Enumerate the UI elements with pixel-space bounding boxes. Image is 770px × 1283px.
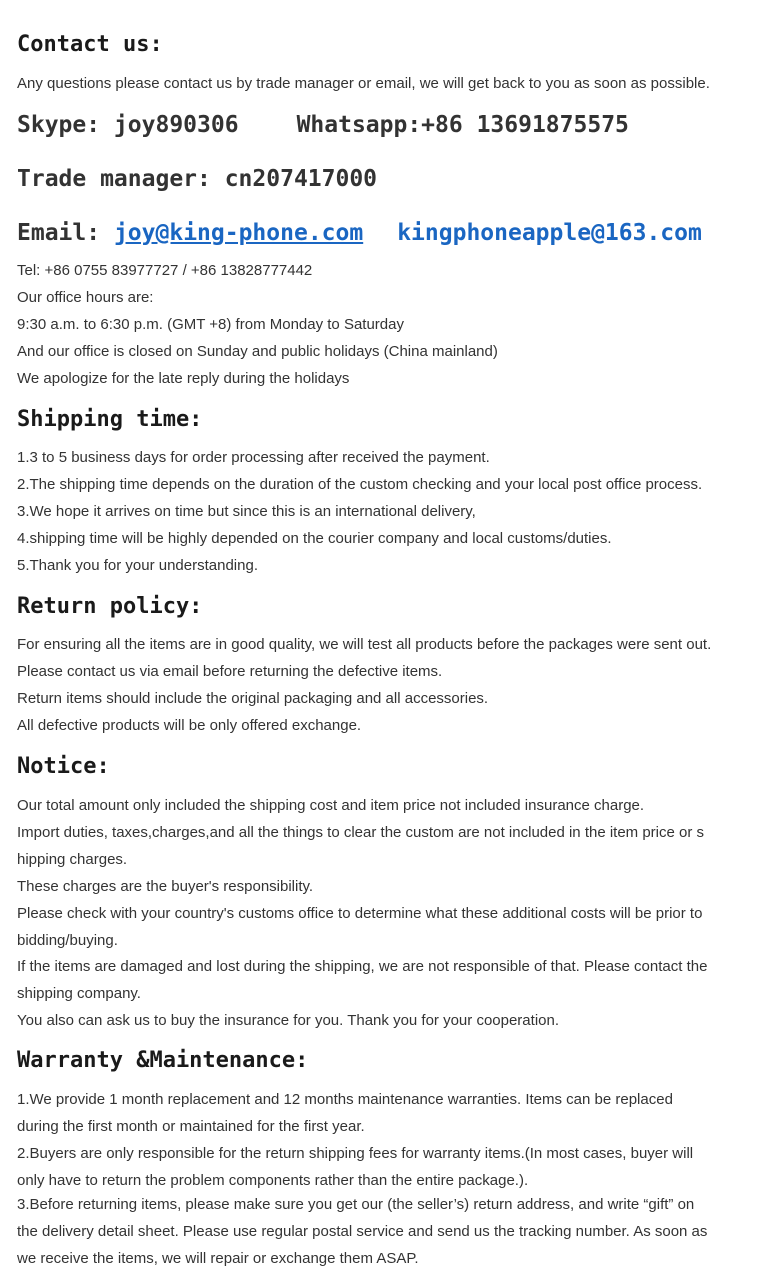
notice-item: If the items are damaged and lost during the shipping, we are not responsible of that. Please contact the [17,958,708,975]
notice-heading: Notice: [17,754,110,779]
notice-item: Please check with your country's customs office to determine what these additional costs will be prior to [17,905,703,922]
notice-item: Our total amount only included the shipping cost and item price not included insurance charge. [17,797,645,814]
warranty-heading: Warranty &Maintenance: [17,1048,309,1073]
warranty-item: 3.Before returning items, please make sure you get our (the seller’s) return address, and write “gift” on [17,1196,695,1213]
warranty-item: during the first month or maintained for the first year. [17,1118,365,1135]
skype-whatsapp-line [17,110,629,140]
warranty-item: 1.We provide 1 month replacement and 12 months maintenance warranties. Items can be replaced [17,1091,673,1108]
skype-id: Skype: joy890306 [17,112,239,138]
notice-item: Import duties, taxes,charges,and all the things to clear the custom are not included in the item price or s [17,824,705,841]
notice-item: You also can ask us to buy the insurance for you. Thank you for your cooperation. [17,1012,559,1029]
email-label: Email: [17,220,101,246]
shipping-item: 4.shipping time will be highly depended on the courier company and local customs/duties. [17,530,612,547]
holiday-apology: We apologize for the late reply during the holidays [17,370,350,387]
shipping-item: 2.The shipping time depends on the duration of the custom checking and your local post office process. [17,476,703,493]
email-link-secondary[interactable]: kingphoneapple@163.com [397,220,702,246]
return-policy-item: Return items should include the original packaging and all accessories. [17,690,489,707]
shipping-heading: Shipping time: [17,407,203,432]
whatsapp-number: Whatsapp:+86 13691875575 [296,112,629,138]
return-policy-item: All defective products will be only offered exchange. [17,717,362,734]
notice-item: These charges are the buyer's responsibility. [17,878,314,895]
email-link-primary[interactable]: joy@king-phone.com [113,220,364,246]
office-closed: And our office is closed on Sunday and public holidays (China mainland) [17,343,498,360]
contact-heading: Contact us: [17,32,163,57]
contact-intro: Any questions please contact us by trade manager or email, we will get back to you as soon as possible. [17,75,710,92]
warranty-item: only have to return the problem components rather than the entire package.). [17,1172,529,1189]
shipping-item: 3.We hope it arrives on time but since this is an international delivery, [17,503,476,520]
shipping-item: 5.Thank you for your understanding. [17,557,258,574]
office-hours-label: Our office hours are: [17,289,154,306]
warranty-item: we receive the items, we will repair or exchange them ASAP. [17,1250,419,1267]
email-line [17,218,702,248]
trade-manager-id: Trade manager: cn207417000 [17,166,378,192]
return-policy-item: Please contact us via email before returning the defective items. [17,663,443,680]
return-policy-item: For ensuring all the items are in good quality, we will test all products before the packages were sent out. [17,636,712,653]
notice-item: shipping company. [17,985,141,1002]
office-hours: 9:30 a.m. to 6:30 p.m. (GMT +8) from Monday to Saturday [17,316,404,333]
warranty-item: the delivery detail sheet. Please use regular postal service and send us the tracking number. As soon as [17,1223,708,1240]
warranty-item: 2.Buyers are only responsible for the return shipping fees for warranty items.(In most cases, buyer will [17,1145,694,1162]
shipping-item: 1.3 to 5 business days for order processing after received the payment. [17,449,490,466]
return-policy-heading: Return policy: [17,594,203,619]
tel-line: Tel: +86 0755 83977727 / +86 13828777442 [17,262,313,279]
notice-item: hipping charges. [17,851,128,868]
notice-item: bidding/buying. [17,932,118,949]
